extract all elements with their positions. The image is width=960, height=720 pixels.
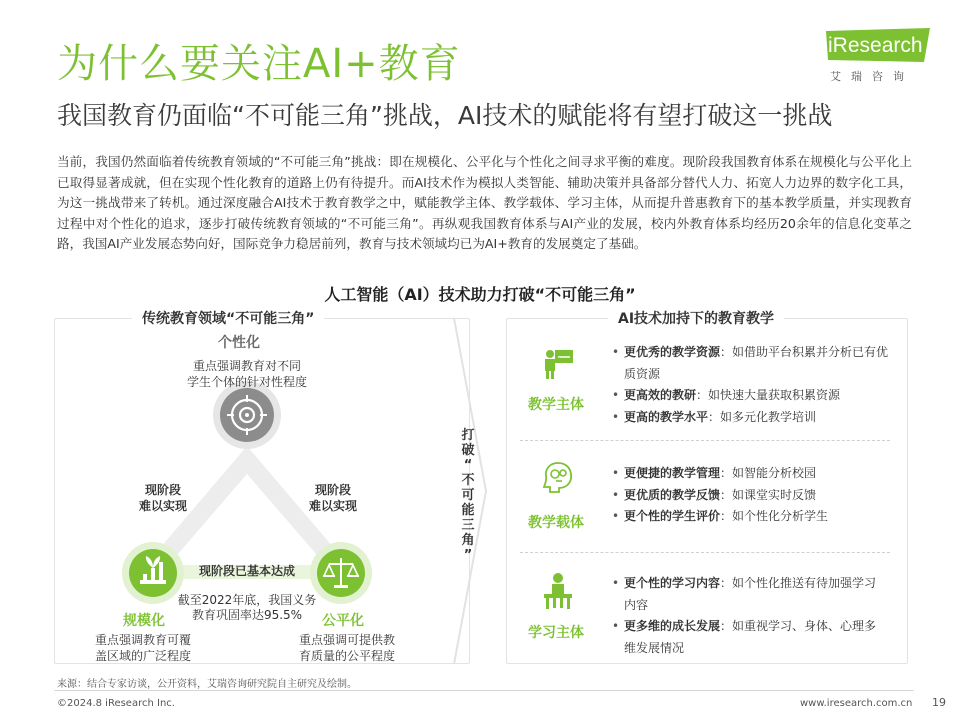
list-item: • 更优质的教学反馈：如课堂实时反馈 [612,485,892,507]
row-separator [520,552,890,553]
learning-subject-label: 学习主体 [528,625,584,641]
left-panel-title: 传统教育领域“不可能三角” [132,310,324,328]
bottom-edge-label: 现阶段已基本达成 [198,564,295,578]
logo-cn-text: 艾瑞咨询 [830,70,914,83]
website-link[interactable]: www.iresearch.com.cn [800,698,913,709]
diagram-title: 人工智能（AI）技术助力打破“不可能三角” [324,285,636,304]
teacher-board-icon [541,346,575,380]
page-title: 为什么要关注AI+教育 [57,41,461,87]
list-item: • 更高效的教研：如快速大量获取积累资源 [612,385,892,407]
footer-divider [54,690,914,691]
equity-desc-2: 育质量的公平程度 [298,649,395,663]
vertical-char: ” [463,548,473,563]
target-icon [220,388,274,442]
scale-desc-2: 盖区域的广泛程度 [94,649,191,663]
teaching-subject-label: 教学主体 [528,397,584,413]
teaching-carrier-list [612,463,892,528]
source-note: 来源：结合专家访谈，公开资料，艾瑞咨询研究院自主研究及绘制。 [57,679,357,690]
list-item: • 更优秀的教学资源：如借助平台积累并分析已有优质资源 [612,342,892,385]
vertical-char: 可 [461,488,475,503]
list-item: • 更个性的学习内容：如个性化推送有待加强学习内容 [612,573,884,616]
vertical-char: “ [463,458,473,473]
list-item: • 更多维的成长发展：如重视学习、身体、心理多维发展情况 [612,616,884,659]
list-item: • 更高的教学水平：如多元化教学培训 [612,407,892,429]
equity-label: 公平化 [322,613,364,629]
vertical-char: 能 [461,503,475,518]
intro-paragraph: 当前，我国仍然面临着传统教育领域的“不可能三角”挑战：即在规模化、公平化与个性化之间寻求平衡的难度。现阶段我国教育体系在规模化与公平化上已取得显著成就，但在实现个性化教育的道路上仍有待提升。而AI技术作为模拟人类智能、辅助决策并具备部分替代人力、拓宽人力边界的数字化工具，为这一挑战带来了转机。通过深度融合AI技术于教育教学之中，赋能教学主体、教学载体、学习主体，从而提升普惠教育下的基本教学质量，并实现教育过程中对个性化的追求，逐步打破传统教育领域的“不可能三角”。再纵观我国教育体系与AI产业的发展，校内外教育体系均经历20余年的信息化变革之路，我国AI产业发展态势向好，国际竞争力稳居前列，教育与技术领域均已为AI+教育的发展奠定了基础。 [57,154,912,252]
teaching-subject-list [612,342,892,428]
row-separator [520,440,890,441]
vertical-break-text [458,428,478,563]
vertical-char: 不 [461,473,475,488]
personalization-label: 个性化 [218,335,260,351]
page-subtitle: 我国教育仍面临“不可能三角”挑战，AI技术的赋能将有望打破这一挑战 [57,101,833,130]
scale-desc-1: 重点强调教育可覆 [94,633,191,647]
vertical-char: 三 [461,518,475,533]
vertical-char: 破 [461,443,475,458]
scale-label: 规模化 [123,613,165,629]
right-panel-title: AI技术加持下的教育教学 [608,310,784,328]
personalization-desc-2: 学生个体的针对性程度 [187,375,308,389]
right-edge-label-1: 现阶段 [314,483,351,497]
list-item: • 更便捷的教学管理：如智能分析校园 [612,463,892,485]
page-number: 19 [932,696,946,709]
bottom-note-2: 教育巩固率达95.5% [191,608,303,622]
vertical-char: 打 [461,428,475,443]
vertical-char: 角 [461,533,475,548]
left-edge-label-2: 难以实现 [138,499,187,513]
right-edge-label-2: 难以实现 [308,499,357,513]
left-edge-label-1: 现阶段 [144,483,181,497]
bottom-note-1: 截至2022年底，我国义务 [177,593,317,607]
ai-brain-icon [541,460,575,494]
equity-desc-1: 重点强调可提供教 [298,633,395,647]
learning-subject-list [612,573,884,659]
balance-scale-icon [314,546,368,600]
personalization-desc-1: 重点强调教育对不同 [192,359,301,373]
copyright: ©2024.8 iResearch Inc. [57,698,175,709]
list-item: • 更个性的学生评价：如个性化分析学生 [612,506,892,528]
student-desk-icon [541,572,575,610]
teaching-carrier-label: 教学载体 [528,515,584,531]
logo-brand-text: iResearch [828,34,923,57]
iresearch-logo [826,28,934,88]
